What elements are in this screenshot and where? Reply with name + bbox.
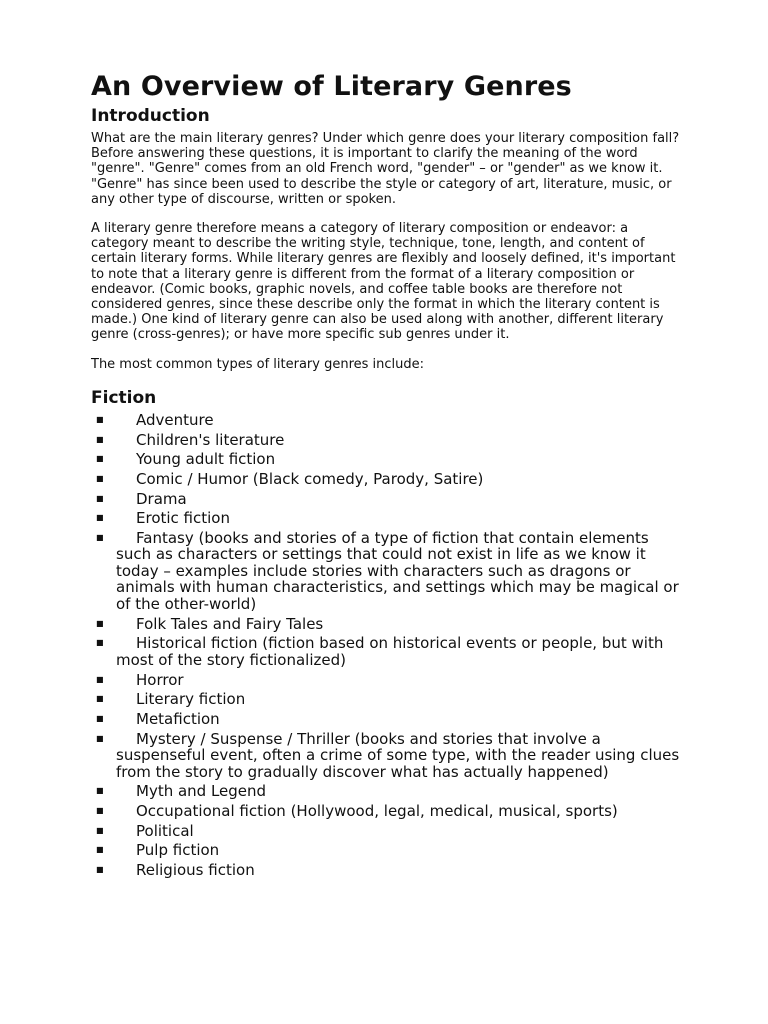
fiction-list-item: [91, 510, 686, 527]
fiction-list-item: [91, 731, 686, 781]
square-bullet-icon: ■: [96, 434, 104, 444]
fiction-list-item: [91, 471, 686, 488]
square-bullet-icon: ■: [96, 786, 104, 796]
square-bullet-icon: ■: [96, 713, 104, 723]
document-page: [91, 70, 691, 882]
fiction-list-item-text: Political: [136, 821, 194, 840]
square-bullet-icon: ■: [96, 674, 104, 684]
fiction-list-item-text: Pulp fiction: [136, 841, 220, 860]
square-bullet-icon: ■: [96, 532, 104, 542]
document-title: An Overview of Literary Genres: [91, 71, 572, 102]
fiction-list-item: [91, 862, 686, 879]
fiction-list-item: [91, 711, 686, 728]
square-bullet-icon: ■: [96, 733, 104, 743]
fiction-genre-list: [91, 412, 686, 879]
fiction-heading: Fiction: [91, 387, 157, 408]
square-bullet-icon: ■: [96, 618, 104, 628]
intro-paragraph-3: The most common types of literary genres include:: [91, 356, 425, 372]
fiction-list-item-text: Metafiction: [136, 709, 220, 728]
square-bullet-icon: ■: [96, 638, 104, 648]
fiction-list-item-text: Children's literature: [136, 430, 285, 449]
fiction-list-item: [91, 823, 686, 840]
fiction-list-item: [91, 412, 686, 429]
fiction-list-item: [91, 783, 686, 800]
fiction-list-item-text: Young adult fiction: [136, 450, 276, 469]
fiction-list-item-text: Myth and Legend: [136, 782, 267, 801]
fiction-list-item: [91, 842, 686, 859]
fiction-list-item-text: Historical fiction (fiction based on historical events or people, but with most of the story fictionalized): [116, 634, 664, 669]
fiction-list-item: [91, 635, 686, 668]
square-bullet-icon: ■: [96, 865, 104, 875]
fiction-list-item-text: Adventure: [136, 410, 214, 429]
fiction-list-item-text: Fantasy (books and stories of a type of fiction that contain elements such as characters or settings that could not exist in life as we know it today – examples include stories with characters such as dragons or animals with human characteristics, and settings which may be magical or of the other-world): [116, 528, 679, 613]
square-bullet-icon: ■: [96, 473, 104, 483]
fiction-list-item: [91, 491, 686, 508]
fiction-list-item: [91, 672, 686, 689]
fiction-list-item: [91, 432, 686, 449]
square-bullet-icon: ■: [96, 805, 104, 815]
fiction-list-item-text: Horror: [136, 670, 184, 689]
square-bullet-icon: ■: [96, 454, 104, 464]
fiction-list-item-text: Religious fiction: [136, 861, 255, 880]
square-bullet-icon: ■: [96, 845, 104, 855]
fiction-list-item: [91, 691, 686, 708]
fiction-list-item-text: Comic / Humor (Black comedy, Parody, Satire): [136, 469, 484, 488]
fiction-list-item-text: Erotic fiction: [136, 509, 230, 528]
fiction-list-item: [91, 451, 686, 468]
introduction-heading: Introduction: [91, 106, 210, 126]
fiction-list-item: [91, 530, 686, 613]
intro-paragraph-2: A literary genre therefore means a category of literary composition or endeavor: a category meant to describe the writing style, technique, tone, length, and content of certain literary forms. While literary genres are flexibly and loosely defined, it's important to note that a literary genre is different from the format of a literary composition or endeavor. (Comic books, graphic novels, and coffee table books are therefore not considered genres, since these describe only the format in which the literary content is made.) One kind of literary genre can also be used along with another, different literary genre (cross-genres); or have more specific sub genres under it.: [91, 221, 676, 343]
intro-paragraph-1: What are the main literary genres? Under which genre does your literary composition fall? Before answering these questions, it is important to clarify the meaning of the word "genre". "Genre" comes from an old French word, "gender" – or "gender" as we know it. "Genre" has since been used to describe the style or category of art, literature, music, or any other type of discourse, written or spoken.: [91, 131, 680, 207]
square-bullet-icon: ■: [96, 825, 104, 835]
fiction-list-item: [91, 616, 686, 633]
fiction-list-item: [91, 803, 686, 820]
fiction-list-item-text: Literary fiction: [136, 690, 246, 709]
square-bullet-icon: ■: [96, 694, 104, 704]
fiction-list-item-text: Folk Tales and Fairy Tales: [136, 614, 324, 633]
square-bullet-icon: ■: [96, 513, 104, 523]
fiction-list-item-text: Drama: [136, 489, 187, 508]
square-bullet-icon: ■: [96, 493, 104, 503]
square-bullet-icon: ■: [96, 414, 104, 424]
fiction-list-item-text: Mystery / Suspense / Thriller (books and stories that involve a suspenseful event, often a crime of some type, with the reader using clues from the story to gradually discover what has actually happened): [116, 729, 680, 781]
fiction-list-item-text: Occupational fiction (Hollywood, legal, medical, musical, sports): [136, 801, 618, 820]
